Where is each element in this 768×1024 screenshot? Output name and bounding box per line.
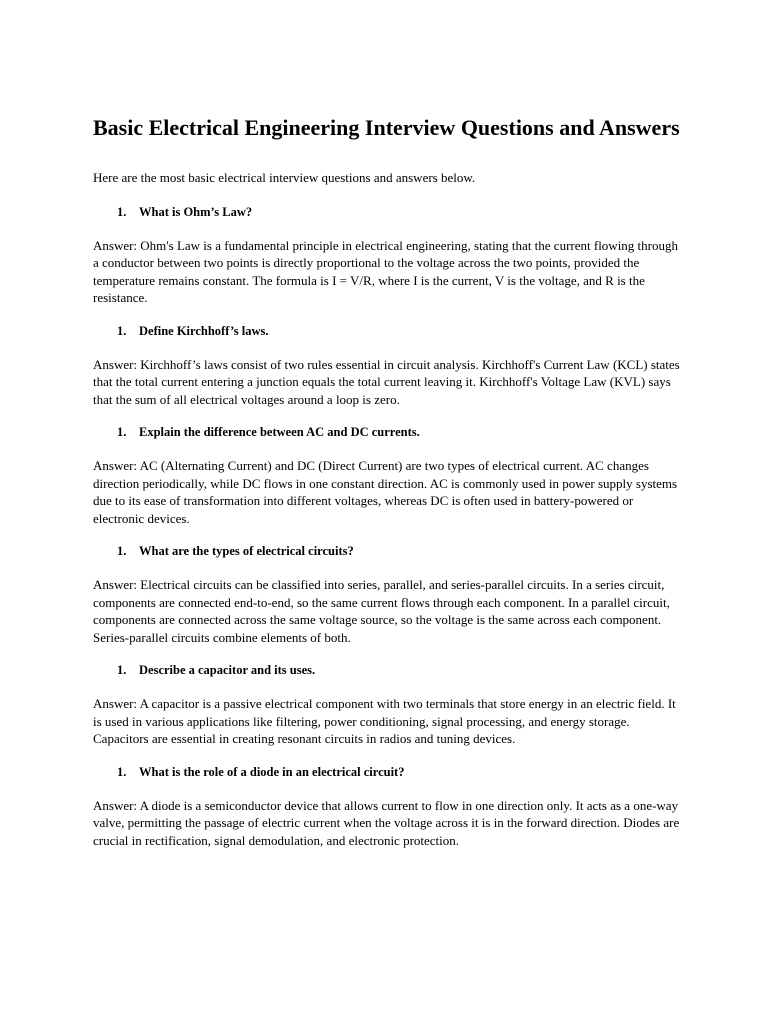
list-number: 1. <box>117 204 127 219</box>
question-text: Describe a capacitor and its uses. <box>139 663 316 677</box>
answer-paragraph: Answer: Electrical circuits can be classified into series, parallel, and series-parallel circuits. In a series circuit, components are connected end-to-end, so the same current flows through each component. In a parallel circuit, components are connected across the same voltage source, so the voltage is the same across each component. Series-parallel circuits combine elements of both. <box>93 577 670 645</box>
list-number: 1. <box>117 425 127 439</box>
question-text: Explain the difference between AC and DC currents. <box>139 425 420 439</box>
qa-item-2 <box>93 323 683 409</box>
qa-item-5 <box>93 662 683 748</box>
qa-item-6 <box>93 764 683 850</box>
answer-paragraph: Answer: Kirchhoff’s laws consist of two rules essential in circuit analysis. Kirchhoff's Current Law (KCL) states that the total current entering a junction equals the total current leaving it. Kirchhoff's Voltage Law (KVL) says that the sum of all electrical voltages around a loop is zero. <box>93 356 680 407</box>
question-heading <box>93 204 683 221</box>
list-number: 1. <box>117 544 127 558</box>
answer-paragraph: Answer: Ohm's Law is a fundamental principle in electrical engineering, stating that the current flowing through a conductor between two points is directly proportional to the voltage across the two points, provided the temperature remains constant. The formula is I = V/R, where I is the current, V is the voltage, and R is the resistance. <box>93 237 678 305</box>
question-heading <box>93 662 683 679</box>
document-page <box>93 114 683 865</box>
question-heading <box>93 543 683 560</box>
qa-item-1 <box>93 204 683 307</box>
question-text: What is the role of a diode in an electrical circuit? <box>139 764 405 779</box>
question-heading <box>93 764 683 781</box>
answer-paragraph: Answer: AC (Alternating Current) and DC (Direct Current) are two types of electrical current. AC changes direction periodically, while DC flows in one constant direction. AC is commonly used in power supply systems due to its ease of transformation into different voltages, whereas DC is often used in battery-powered or electronic devices. <box>93 458 678 526</box>
list-number: 1. <box>117 323 127 338</box>
qa-item-4 <box>93 543 683 646</box>
intro-paragraph: Here are the most basic electrical interview questions and answers below. <box>93 170 476 185</box>
answer-paragraph: Answer: A capacitor is a passive electrical component with two terminals that store energy in an electric field. It is used in various applications like filtering, power conditioning, signal processing, and energy storage. Capacitors are essential in creating resonant circuits in radios and tuning devices. <box>93 696 676 746</box>
question-text: Define Kirchhoff’s laws. <box>139 323 269 338</box>
question-text: What is Ohm’s Law? <box>139 204 253 219</box>
qa-item-3 <box>93 424 683 527</box>
document-title: Basic Electrical Engineering Interview Questions and Answers <box>93 115 680 140</box>
question-heading <box>93 424 683 441</box>
question-text: What are the types of electrical circuits? <box>139 544 354 558</box>
list-number: 1. <box>117 764 127 779</box>
question-heading <box>93 323 683 340</box>
answer-paragraph: Answer: A diode is a semiconductor device that allows current to flow in one direction only. It acts as a one-way valve, permitting the passage of electric current when the voltage across it is in the forward direction. Diodes are crucial in rectification, signal demodulation, and electronic protection. <box>93 797 680 848</box>
list-number: 1. <box>117 663 127 677</box>
